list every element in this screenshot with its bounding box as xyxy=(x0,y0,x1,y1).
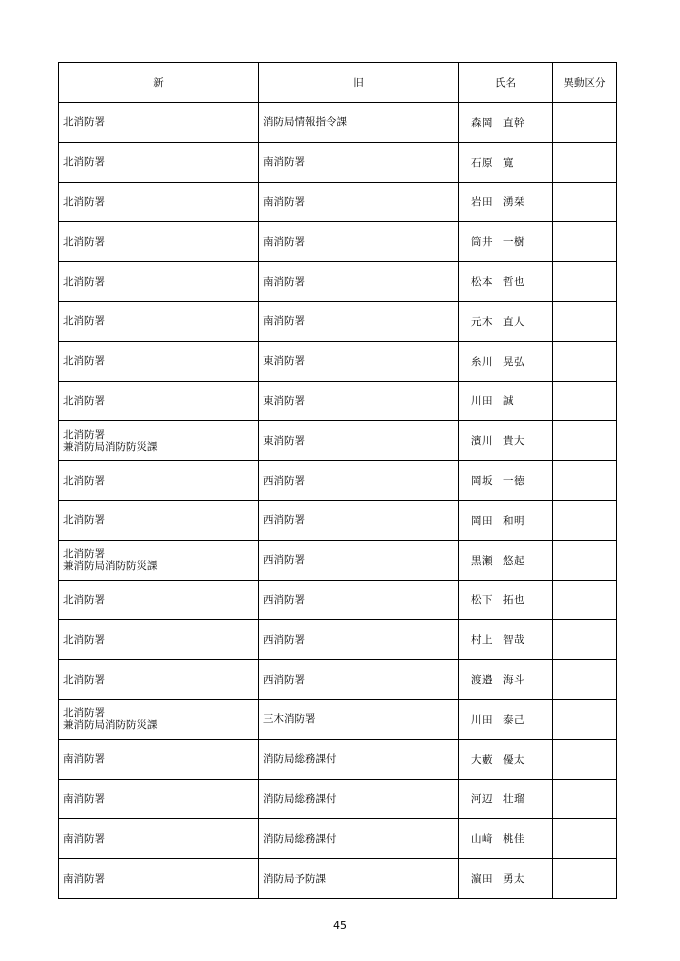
name-cell xyxy=(459,301,553,341)
transfer-type-cell xyxy=(553,142,617,182)
new-assignment-cell xyxy=(59,859,259,899)
table-row xyxy=(59,540,617,580)
transfer-type-cell xyxy=(553,103,617,143)
new-assignment-line: 兼消防局消防防災課 xyxy=(63,719,158,732)
new-assignment-line: 兼消防局消防防災課 xyxy=(63,440,158,453)
header-previous-assignment: 旧 xyxy=(259,63,459,103)
previous-assignment-cell: 南消防署 xyxy=(259,142,459,182)
table-row xyxy=(59,142,617,182)
surname: 岩田 xyxy=(471,196,493,209)
new-assignment-cell xyxy=(59,819,259,859)
surname: 元木 xyxy=(471,315,493,328)
surname: 大藪 xyxy=(471,753,493,766)
new-assignment-cell xyxy=(59,500,259,540)
table-row xyxy=(59,381,617,421)
new-assignment-cell xyxy=(59,381,259,421)
table-row xyxy=(59,341,617,381)
name-cell xyxy=(459,461,553,501)
transfer-type-cell xyxy=(553,859,617,899)
name-cell xyxy=(459,859,553,899)
header-name: 氏名 xyxy=(459,63,553,103)
previous-assignment-cell: 西消防署 xyxy=(259,500,459,540)
name-cell xyxy=(459,660,553,700)
new-assignment-line: 北消防署 xyxy=(63,548,105,561)
transfer-type-cell xyxy=(553,819,617,859)
previous-assignment-cell: 消防局予防課 xyxy=(259,859,459,899)
new-assignment-cell xyxy=(59,222,259,262)
table-row xyxy=(59,580,617,620)
previous-assignment-cell: 南消防署 xyxy=(259,301,459,341)
given-name: 一徳 xyxy=(503,475,525,488)
new-assignment-cell xyxy=(59,660,259,700)
personnel-transfer-table xyxy=(58,62,617,899)
transfer-type-cell xyxy=(553,461,617,501)
new-assignment-line: 北消防署 xyxy=(63,156,105,169)
surname: 糸川 xyxy=(471,355,493,368)
previous-assignment-cell: 西消防署 xyxy=(259,461,459,501)
given-name: 貴大 xyxy=(503,435,525,448)
name-cell xyxy=(459,580,553,620)
new-assignment-cell xyxy=(59,540,259,580)
new-assignment-line: 北消防署 xyxy=(63,593,105,606)
surname: 松下 xyxy=(471,594,493,607)
previous-assignment-cell: 西消防署 xyxy=(259,580,459,620)
table-row xyxy=(59,103,617,143)
transfer-type-cell xyxy=(553,739,617,779)
transfer-type-cell xyxy=(553,262,617,302)
name-cell xyxy=(459,540,553,580)
surname: 濵田 xyxy=(471,873,493,886)
previous-assignment-cell: 消防局総務課付 xyxy=(259,739,459,779)
name-cell xyxy=(459,500,553,540)
given-name: 寛 xyxy=(503,156,514,169)
new-assignment-line: 北消防署 xyxy=(63,235,105,248)
given-name: 一樹 xyxy=(503,236,525,249)
previous-assignment-cell: 東消防署 xyxy=(259,421,459,461)
transfer-type-cell xyxy=(553,500,617,540)
surname: 山﨑 xyxy=(471,833,493,846)
transfer-type-cell xyxy=(553,779,617,819)
new-assignment-line: 南消防署 xyxy=(63,832,105,845)
transfer-type-cell xyxy=(553,301,617,341)
previous-assignment-cell: 消防局総務課付 xyxy=(259,779,459,819)
personnel-transfer-table-container xyxy=(58,62,616,899)
given-name: 勇太 xyxy=(503,873,525,886)
transfer-type-cell xyxy=(553,620,617,660)
surname: 濱川 xyxy=(471,435,493,448)
surname: 村上 xyxy=(471,634,493,647)
table-row xyxy=(59,421,617,461)
new-assignment-line: 北消防署 xyxy=(63,673,105,686)
new-assignment-cell xyxy=(59,580,259,620)
new-assignment-cell xyxy=(59,699,259,739)
transfer-type-cell xyxy=(553,381,617,421)
table-row xyxy=(59,222,617,262)
name-cell xyxy=(459,620,553,660)
new-assignment-cell xyxy=(59,620,259,660)
name-cell xyxy=(459,142,553,182)
transfer-type-cell xyxy=(553,341,617,381)
transfer-type-cell xyxy=(553,182,617,222)
table-row xyxy=(59,859,617,899)
surname: 森岡 xyxy=(471,116,493,129)
previous-assignment-cell: 三木消防署 xyxy=(259,699,459,739)
given-name: 直人 xyxy=(503,315,525,328)
table-row xyxy=(59,699,617,739)
previous-assignment-cell: 南消防署 xyxy=(259,262,459,302)
new-assignment-cell xyxy=(59,421,259,461)
header-transfer-type: 異動区分 xyxy=(553,63,617,103)
previous-assignment-cell: 南消防署 xyxy=(259,182,459,222)
new-assignment-line: 北消防署 xyxy=(63,315,105,328)
table-row xyxy=(59,461,617,501)
name-cell xyxy=(459,819,553,859)
transfer-type-cell xyxy=(553,660,617,700)
table-row xyxy=(59,301,617,341)
transfer-type-cell xyxy=(553,580,617,620)
new-assignment-line: 北消防署 xyxy=(63,428,105,441)
table-row xyxy=(59,779,617,819)
surname: 黒瀬 xyxy=(471,554,493,567)
given-name: 壮瑠 xyxy=(503,793,525,806)
transfer-type-cell xyxy=(553,699,617,739)
new-assignment-line: 北消防署 xyxy=(63,394,105,407)
new-assignment-line: 北消防署 xyxy=(63,195,105,208)
new-assignment-line: 北消防署 xyxy=(63,355,105,368)
new-assignment-cell xyxy=(59,142,259,182)
previous-assignment-cell: 東消防署 xyxy=(259,341,459,381)
previous-assignment-cell: 南消防署 xyxy=(259,222,459,262)
given-name: 誠 xyxy=(503,395,514,408)
new-assignment-cell xyxy=(59,461,259,501)
surname: 石原 xyxy=(471,156,493,169)
given-name: 直幹 xyxy=(503,116,525,129)
header-new-assignment: 新 xyxy=(59,63,259,103)
table-row xyxy=(59,262,617,302)
name-cell xyxy=(459,699,553,739)
new-assignment-line: 北消防署 xyxy=(63,514,105,527)
new-assignment-cell xyxy=(59,341,259,381)
name-cell xyxy=(459,341,553,381)
previous-assignment-cell: 東消防署 xyxy=(259,381,459,421)
table-header-row xyxy=(59,63,617,103)
given-name: 智哉 xyxy=(503,634,525,647)
given-name: 海斗 xyxy=(503,674,525,687)
new-assignment-line: 南消防署 xyxy=(63,872,105,885)
new-assignment-cell xyxy=(59,739,259,779)
given-name: 和明 xyxy=(503,514,525,527)
name-cell xyxy=(459,262,553,302)
given-name: 湧栞 xyxy=(503,196,525,209)
surname: 川田 xyxy=(471,713,493,726)
name-cell xyxy=(459,421,553,461)
table-row xyxy=(59,182,617,222)
given-name: 桃佳 xyxy=(503,833,525,846)
transfer-type-cell xyxy=(553,222,617,262)
name-cell xyxy=(459,739,553,779)
previous-assignment-cell: 消防局総務課付 xyxy=(259,819,459,859)
new-assignment-line: 北消防署 xyxy=(63,116,105,129)
new-assignment-cell xyxy=(59,779,259,819)
surname: 岡坂 xyxy=(471,475,493,488)
new-assignment-line: 兼消防局消防防災課 xyxy=(63,560,158,573)
name-cell xyxy=(459,182,553,222)
surname: 川田 xyxy=(471,395,493,408)
new-assignment-cell xyxy=(59,301,259,341)
previous-assignment-cell: 消防局情報指令課 xyxy=(259,103,459,143)
name-cell xyxy=(459,103,553,143)
new-assignment-cell xyxy=(59,103,259,143)
table-row xyxy=(59,620,617,660)
new-assignment-cell xyxy=(59,182,259,222)
surname: 河辺 xyxy=(471,793,493,806)
transfer-type-cell xyxy=(553,540,617,580)
new-assignment-line: 南消防署 xyxy=(63,753,105,766)
given-name: 哲也 xyxy=(503,276,525,289)
new-assignment-line: 北消防署 xyxy=(63,275,105,288)
table-row xyxy=(59,660,617,700)
new-assignment-line: 南消防署 xyxy=(63,792,105,805)
given-name: 悠起 xyxy=(503,554,525,567)
given-name: 優太 xyxy=(503,753,525,766)
surname: 松本 xyxy=(471,276,493,289)
name-cell xyxy=(459,222,553,262)
given-name: 晃弘 xyxy=(503,355,525,368)
new-assignment-line: 北消防署 xyxy=(63,474,105,487)
previous-assignment-cell: 西消防署 xyxy=(259,660,459,700)
table-row xyxy=(59,819,617,859)
transfer-type-cell xyxy=(553,421,617,461)
given-name: 拓也 xyxy=(503,594,525,607)
surname: 渡邉 xyxy=(471,674,493,687)
new-assignment-line: 北消防署 xyxy=(63,707,105,720)
new-assignment-cell xyxy=(59,262,259,302)
previous-assignment-cell: 西消防署 xyxy=(259,620,459,660)
table-row xyxy=(59,739,617,779)
given-name: 泰己 xyxy=(503,713,525,726)
table-row xyxy=(59,500,617,540)
page-number: 45 xyxy=(333,919,347,932)
previous-assignment-cell: 西消防署 xyxy=(259,540,459,580)
surname: 岡田 xyxy=(471,514,493,527)
name-cell xyxy=(459,779,553,819)
surname: 筒井 xyxy=(471,236,493,249)
name-cell xyxy=(459,381,553,421)
new-assignment-line: 北消防署 xyxy=(63,633,105,646)
